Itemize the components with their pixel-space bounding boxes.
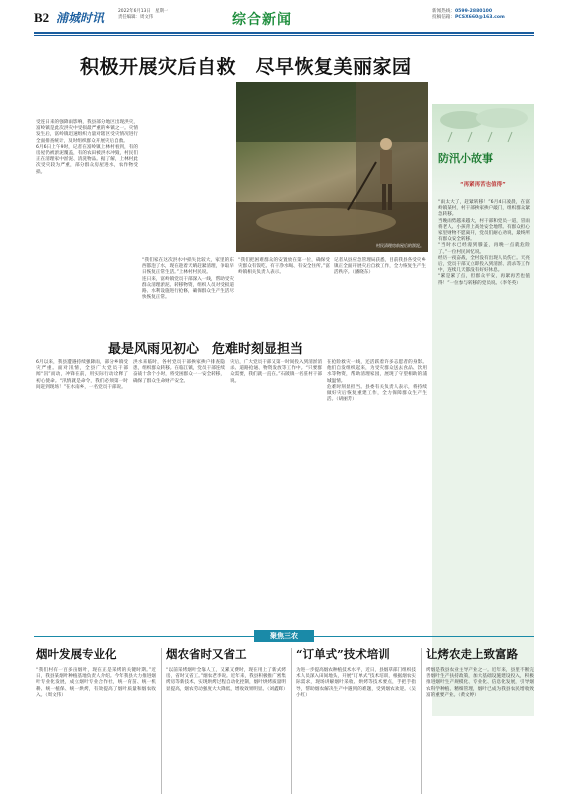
email-value: PCSX660@163.com bbox=[454, 15, 505, 21]
sidebar-story bbox=[432, 104, 534, 716]
sidebar-paragraph: 当晚雨势越来越大，村干部和党员一道，冒雨将老人、小孩背上高处安全地带。有群众担心家里财物不愿离开，党员们耐心劝说，最终所有群众安全转移。 bbox=[438, 218, 530, 243]
story1-paragraph: 连日来，富岭镇党员干部深入一线，帮助受灾群众清理淤泥、转移物资，组织人员对受损道路、水利设施进行抢修，确保群众生产生活尽快恢复正常。 bbox=[142, 276, 234, 301]
page-number: B2 bbox=[34, 10, 50, 25]
email-label: 投稿信箱： bbox=[432, 15, 455, 21]
story1-column-2 bbox=[142, 258, 234, 338]
story1-column-4 bbox=[334, 258, 426, 338]
story1-column-3 bbox=[238, 258, 330, 338]
story2-paragraph: 在抢险救灾一线，还活跃着许多志愿者的身影。他们自发组织起来，为受灾群众送去食品、饮用水等物资，帮助清理家园，展现了守望相助的浦城温情。 bbox=[327, 360, 427, 384]
hotline-label: 新闻热线： bbox=[432, 9, 455, 14]
issue-editor: 责任编辑：周文伟 bbox=[118, 15, 154, 20]
bottom-story-2 bbox=[166, 646, 286, 796]
bottom-story-body: 烤烟是我县农业主导产业之一。近年来，县里不断完善烟叶生产扶持政策，加大基础设施建设投入，积极推进烟叶生产规模化、专业化、信息化发展，引导烟农科学种植、精细管理，烟叶已成为我县农民增收致富的重要产业。（黄文婷） bbox=[426, 668, 534, 698]
bottom-story-1 bbox=[36, 646, 156, 796]
story2-paragraph: 危难时刻显担当。县委有关负责人表示，将持续做好灾后恢复重建工作，全力保障群众生产生活。（胡丽芳） bbox=[327, 384, 427, 403]
bottom-story-4 bbox=[426, 646, 534, 796]
story1-paragraph: 受连日来的强降雨影响，我县部分地区出现洪灾，富岭镇是此次洪灾中受损最严重的乡镇之一。灾情发生后，富岭镇迅速组织力量对辖区受灾情况进行全面排查统计，及时组织群众开展灾后自救。 bbox=[36, 120, 138, 144]
story1-paragraph: 记者从县应急管理局获悉，目前我县各受灾乡镇正全面开展灾后自救工作，全力恢复生产生活秩序。（潘晓东） bbox=[334, 258, 426, 276]
story1-headline: 积极开展灾后自救 尽早恢复美丽家园 bbox=[80, 56, 412, 78]
story2-column-2: 洪水来临时，各村党员干部挨家挨户排查隐患，组织群众转移。在临江镇，党员干部连续奋战十余个小时，将受困群众一一安全转移，确保了群众生命财产安全。 bbox=[133, 360, 225, 384]
bottom-story-title: “订单式”技术培训 bbox=[296, 647, 390, 661]
band-label: 聚焦三农 bbox=[254, 630, 314, 642]
bottom-story-title: 烟叶发展专业化 bbox=[36, 647, 117, 661]
story1-column-1 bbox=[36, 120, 138, 280]
sidebar-paragraph: 经历一夜奋战，全村没有出现人员伤亡。天亮后，党员干部又立即投入到清淤、消杀等工作中，连续几天都没有好好休息。 bbox=[438, 255, 530, 274]
bottom-story-3 bbox=[296, 646, 416, 796]
bottom-story-title: 烟农省时又省工 bbox=[166, 647, 247, 661]
masthead-rule-thin bbox=[34, 35, 534, 36]
contact-info bbox=[432, 9, 505, 22]
sidebar-paragraph: “累是累了点，但群众平安，再紧再苦也值得！”一位参与转移的党员说。（李冬英） bbox=[438, 274, 530, 286]
sidebar-paragraph: “雨太大了，赶紧转移！”6月4日凌晨，在富岭镇某村，村干部挨家挨户敲门，组织群众紧急转移。 bbox=[438, 200, 530, 218]
photo-caption: 村民清理房前屋后的淤泥。 bbox=[376, 243, 424, 248]
sidebar-paragraph: “当时水已经漫到膝盖，再晚一点就危险了。”一位村民回忆说。 bbox=[438, 243, 530, 255]
column-divider bbox=[291, 648, 292, 794]
hotline-value: 0599-2880100 bbox=[454, 9, 493, 14]
story2-column-3: 灾后，广大党员干部又第一时间投入到清淤消杀、道路抢通、物资发放等工作中。“只要群众需要，我们就一直在。”石陂镇一名驻村干部说。 bbox=[230, 360, 322, 384]
bottom-story-title: 让烤农走上致富路 bbox=[426, 647, 518, 661]
masthead bbox=[0, 0, 566, 48]
bottom-story-body: “以前采烤烟叶全靠人工，又累又费时，现在用上了新式烤房，省时又省工。”烟农老李说。近年来，我县积极推广密集烤房等新技术，实现烘烤过程自动化控制，烟叶烘烤质量明显提高，烟农劳动强度大大降低，增收效果明显。（刘鑫辉） bbox=[166, 668, 288, 692]
masthead-rule bbox=[34, 32, 534, 34]
newspaper-name: 浦城时讯 bbox=[56, 11, 105, 25]
story2-column-4 bbox=[327, 360, 427, 622]
section-title: 综合新闻 bbox=[232, 12, 292, 28]
story1-paragraph: “我们把困难群众的安置放在第一位，确保受灾群众有饭吃、有干净水喝、有安全住所。”富岭镇相关负责人表示。 bbox=[238, 258, 330, 276]
issue-info bbox=[118, 9, 168, 21]
story2-headline: 最是风雨见初心 危难时刻显担当 bbox=[108, 342, 304, 357]
column-divider bbox=[421, 648, 422, 794]
issue-date: 2022年6月13日 星期一 bbox=[118, 9, 169, 14]
photo-scene bbox=[236, 82, 428, 252]
story1-photo bbox=[236, 82, 428, 252]
sidebar-header bbox=[432, 104, 534, 194]
story2-column-1: 6月以来，我县遭遇持续强降雨，部分乡镇受灾严重。面对汛情，全县广大党员干部闻“汛”而动，冲锋在前，用实际行动诠释了初心使命。“汛情就是命令，我们必须第一时间赶到现场！”在水南乡，一名党员干部说。 bbox=[36, 360, 128, 390]
section-band bbox=[34, 630, 534, 642]
bottom-story-body: 为进一步提高烟农种植技术水平，近日，县烟草部门组织技术人员深入田间地头，开展“订单式”技术培训，根据烟农实际需求，现场讲解烟叶采收、烘烤等技术要点，手把手指导，帮助烟农解决生产中遇到的难题，受到烟农欢迎。（吴小红） bbox=[296, 668, 416, 698]
story1-paragraph: “我们家在这次洪水中损失比较大，家里的东西都泡了水，现在趁着天晴赶紧清理，争取早日恢复正常生活。”上林村村民说。 bbox=[142, 258, 234, 276]
column-divider bbox=[161, 648, 162, 794]
sidebar-title: 防汛小故事 bbox=[438, 152, 493, 165]
sidebar-subtitle: “再紧再苦也值得” bbox=[460, 182, 506, 188]
bottom-story-body: “我们村有一百多亩烟叶，现在正是采烤的关键时期。”近日，我县某烟叶种植基地负责人介绍。今年我县大力推进烟叶专业化发展，成立烟叶专业合作社，统一育苗、统一机耕、统一植保、统一烘烤，有效提高了烟叶质量和烟农收入。（周文伟） bbox=[36, 668, 156, 698]
story1-paragraph: 6月6日上午9时，记者在富岭镇上林村看到，有的房屋仍被淤泥覆盖，有的农田被洪水冲毁，村民们正在清理家中淤泥、清洗物品。据了解，上林村此次受灾较为严重，部分群众房屋进水，农作物受损。 bbox=[36, 144, 138, 175]
